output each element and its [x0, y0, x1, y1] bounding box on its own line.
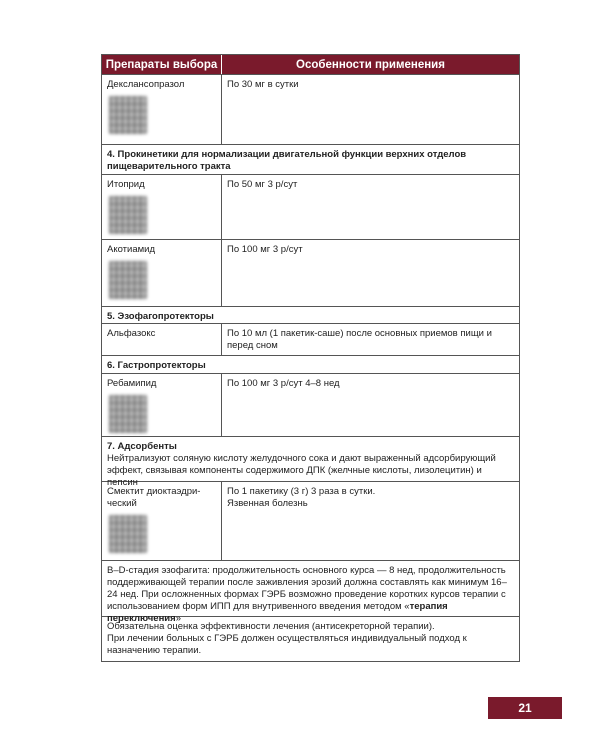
- note-line: Обязательна оценка эффективности лечения (антисекреторной терапии).: [107, 621, 435, 632]
- drug-name: Итоприд: [107, 179, 145, 190]
- qr-code-icon: [109, 196, 147, 234]
- section-text: Нейтрализуют соляную кислоту желудочного сока и дают выраженный адсорбирующий эффект, связывая компоненты содержимого ДПК (желчные кислоты, лизолецитин) и пепсин: [107, 453, 496, 488]
- row-smectite: [102, 481, 519, 560]
- note-evaluation: [102, 616, 519, 661]
- drug-table: [101, 54, 520, 662]
- note-text: B–D-стадия эзофагита: продолжительность основного курса — 8 нед, продолжительность поддерживающей терапии после заживления эрозий должна составлять как минимум 16–24 нед. При осложненных формах ГЭРБ возможно проведение коротких курсов терапии с использованием форм ИПП для внутривенного введения методом «терапия переключения»: [107, 565, 507, 624]
- qr-code-icon: [109, 395, 147, 433]
- row-rebamipide: [102, 373, 519, 436]
- drug-name: Декслансопразол: [107, 79, 185, 90]
- drug-name: Акотиамид: [107, 244, 155, 255]
- row-alfazox: [102, 323, 519, 355]
- row-itopride: [102, 174, 519, 239]
- usage: По 100 мг 3 р/сут: [227, 244, 303, 255]
- usage: По 100 мг 3 р/сут 4–8 нед: [227, 378, 340, 389]
- row-acotiamide: [102, 239, 519, 306]
- usage: По 50 мг 3 р/сут: [227, 179, 298, 190]
- note-highlight: терапия переключения: [107, 601, 448, 624]
- section-adsorbents: [102, 436, 519, 488]
- qr-code-icon: [109, 261, 147, 299]
- header-drugs: Препараты выбора: [102, 55, 222, 74]
- indication: Язвенная болезнь: [227, 498, 308, 509]
- drug-name: Альфазокс: [102, 324, 222, 355]
- usage: По 1 пакетику (3 г) 3 раза в сутки.: [227, 486, 376, 497]
- row-dexlansoprazole: [102, 74, 519, 144]
- drug-name: Ребамипид: [107, 378, 157, 389]
- qr-code-icon: [109, 96, 147, 134]
- section-esophagoprotectors: [102, 306, 519, 323]
- page-number: 21: [488, 697, 562, 719]
- section-title: 4. Прокинетики для нормализации двигательной функции верхних отделов пищеварительного тракта: [107, 149, 467, 172]
- section-title: 6. Гастропротекторы: [107, 360, 206, 371]
- drug-name: Смектит диоктаэдри-ческий: [107, 486, 201, 509]
- note-line: При лечении больных с ГЭРБ должен осуществляться индивидуальный подход к назначению терапии.: [107, 633, 467, 656]
- section-gastroprotectors: [102, 355, 519, 373]
- header-usage: Особенности применения: [296, 58, 445, 71]
- note-duration: [102, 560, 519, 624]
- section-title: 7. Адсорбенты: [107, 441, 177, 452]
- usage: По 30 мг в сутки: [227, 79, 299, 90]
- usage: По 10 мл (1 пакетик-саше) после основных приемов пищи и перед сном: [227, 328, 492, 351]
- table-header: [102, 55, 519, 74]
- qr-code-icon: [109, 515, 147, 553]
- section-title: 5. Эзофагопротекторы: [107, 311, 214, 322]
- section-prokinetics: [102, 144, 519, 174]
